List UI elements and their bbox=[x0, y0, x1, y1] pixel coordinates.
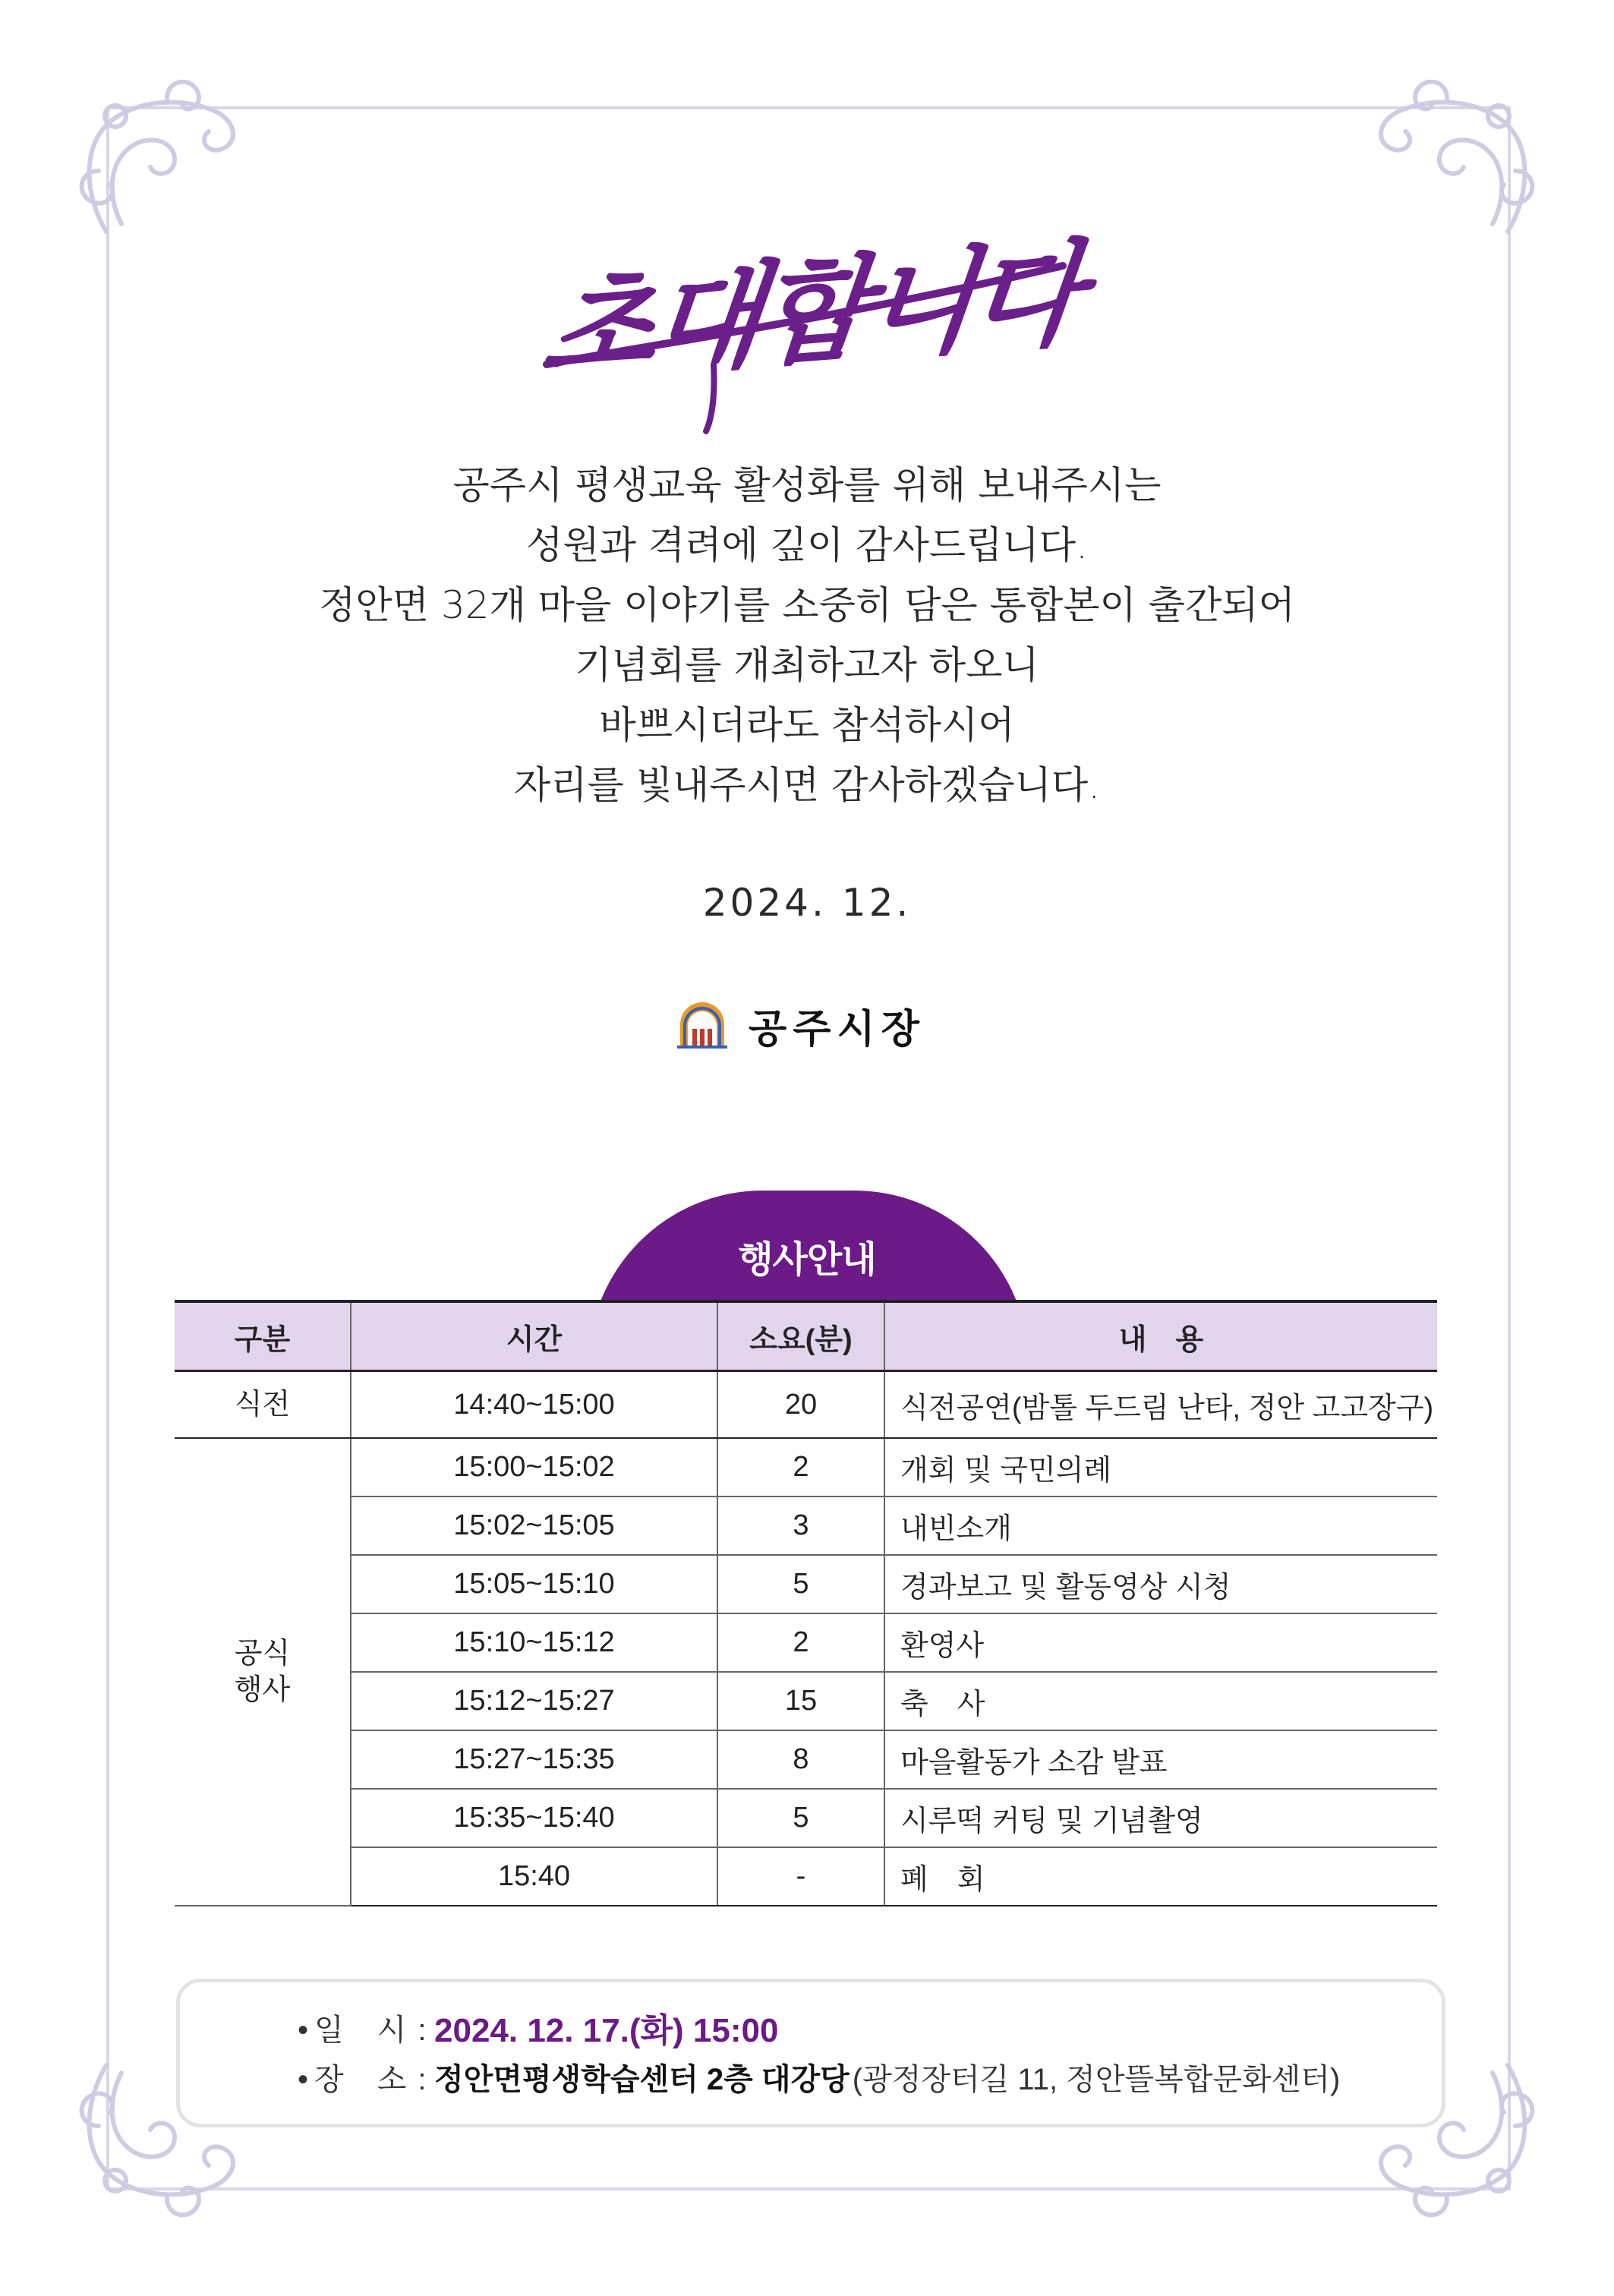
duration-cell: 3 bbox=[717, 1496, 884, 1555]
duration-cell: - bbox=[717, 1847, 884, 1906]
category-line: 공식 bbox=[234, 1638, 291, 1670]
issue-date: 2024. 12. bbox=[702, 881, 912, 925]
message-line: 공주시 평생교육 활성화를 위해 보내주시는 bbox=[452, 463, 1162, 507]
table-row bbox=[175, 1438, 1437, 1496]
content-cell: 개회 및 국민의례 bbox=[884, 1438, 1437, 1496]
info-place-value: 정안면평생학습센터 2층 대강당 bbox=[434, 2062, 850, 2096]
duration-cell: 5 bbox=[717, 1555, 884, 1613]
time-cell: 15:35~15:40 bbox=[351, 1789, 717, 1847]
bullet-icon: • bbox=[298, 2062, 311, 2096]
time-cell: 15:40 bbox=[351, 1847, 717, 1906]
gongju-city-logo-icon bbox=[676, 1001, 729, 1049]
ornament-flourish-icon bbox=[1363, 80, 1538, 254]
table-row bbox=[175, 1789, 1437, 1847]
event-section-title: 행사안내 bbox=[738, 1238, 876, 1281]
duration-cell: 8 bbox=[717, 1730, 884, 1789]
category-line: 행사 bbox=[234, 1674, 291, 1706]
invitation-message bbox=[0, 456, 1614, 815]
sender-name: 공주시장 bbox=[749, 1006, 925, 1052]
content-cell: 마을활동가 소감 발표 bbox=[884, 1730, 1437, 1789]
category-cell: 식전 bbox=[175, 1371, 351, 1439]
table-row bbox=[175, 1847, 1437, 1906]
invitation-title bbox=[516, 190, 1108, 440]
event-info-box bbox=[176, 1979, 1445, 2127]
table-header-row bbox=[175, 1301, 1437, 1371]
message-line: 바쁘시더라도 참석하시어 bbox=[599, 703, 1015, 747]
bullet-icon: • bbox=[298, 2013, 311, 2047]
table-row bbox=[175, 1371, 1437, 1439]
sender-block bbox=[676, 995, 925, 1055]
info-place-label bbox=[298, 2055, 434, 2099]
time-cell: 15:05~15:10 bbox=[351, 1555, 717, 1613]
duration-cell: 15 bbox=[717, 1672, 884, 1730]
table-row bbox=[175, 1672, 1437, 1730]
content-cell: 축 사 bbox=[884, 1672, 1437, 1730]
table-row bbox=[175, 1496, 1437, 1555]
header-time: 시간 bbox=[351, 1301, 717, 1371]
info-date-row bbox=[298, 2004, 778, 2050]
message-line: 기념회를 개최하고자 하오니 bbox=[575, 643, 1039, 687]
duration-cell: 2 bbox=[717, 1613, 884, 1672]
header-duration: 소요(분) bbox=[717, 1301, 884, 1371]
message-line: 정안면 32개 마을 이야기를 소중히 담은 통합본이 출간되어 bbox=[319, 583, 1295, 627]
info-place-address: (광정장터길 11, 정안뜰복합문화센터) bbox=[852, 2062, 1341, 2096]
content-cell: 경과보고 및 활동영상 시청 bbox=[884, 1555, 1437, 1613]
duration-cell: 5 bbox=[717, 1789, 884, 1847]
time-cell: 15:27~15:35 bbox=[351, 1730, 717, 1789]
message-line: 성원과 격려에 깊이 감사드립니다. bbox=[526, 523, 1088, 567]
place-label-text: 장 소 : bbox=[314, 2062, 428, 2096]
content-cell: 식전공연(밤톨 두드림 난타, 정안 고고장구) bbox=[884, 1371, 1437, 1439]
duration-cell: 20 bbox=[717, 1371, 884, 1439]
date-label-text: 일 시 : bbox=[314, 2013, 428, 2047]
header-category: 구분 bbox=[175, 1301, 351, 1371]
info-date-label bbox=[298, 2006, 434, 2049]
duration-cell: 2 bbox=[717, 1438, 884, 1496]
time-cell: 15:02~15:05 bbox=[351, 1496, 717, 1555]
content-cell: 환영사 bbox=[884, 1613, 1437, 1672]
ornament-flourish-icon bbox=[76, 80, 251, 254]
table-row bbox=[175, 1730, 1437, 1789]
info-date-value: 2024. 12. 17.(화) 15:00 bbox=[434, 2012, 779, 2049]
time-cell: 15:10~15:12 bbox=[351, 1613, 717, 1672]
content-cell: 시루떡 커팅 및 기념촬영 bbox=[884, 1789, 1437, 1847]
table-row bbox=[175, 1613, 1437, 1672]
table-row bbox=[175, 1555, 1437, 1613]
header-content: 내 용 bbox=[884, 1301, 1437, 1371]
time-cell: 15:12~15:27 bbox=[351, 1672, 717, 1730]
time-cell: 14:40~15:00 bbox=[351, 1371, 717, 1439]
content-cell: 내빈소개 bbox=[884, 1496, 1437, 1555]
info-place-row bbox=[298, 2054, 1340, 2099]
title-calligraphy: 초대합니다 bbox=[537, 226, 1085, 397]
category-cell bbox=[175, 1438, 351, 1906]
content-cell: 폐 회 bbox=[884, 1847, 1437, 1906]
message-line: 자리를 빛내주시면 감사하겠습니다. bbox=[513, 763, 1101, 807]
event-schedule-table bbox=[175, 1300, 1437, 1906]
time-cell: 15:00~15:02 bbox=[351, 1438, 717, 1496]
